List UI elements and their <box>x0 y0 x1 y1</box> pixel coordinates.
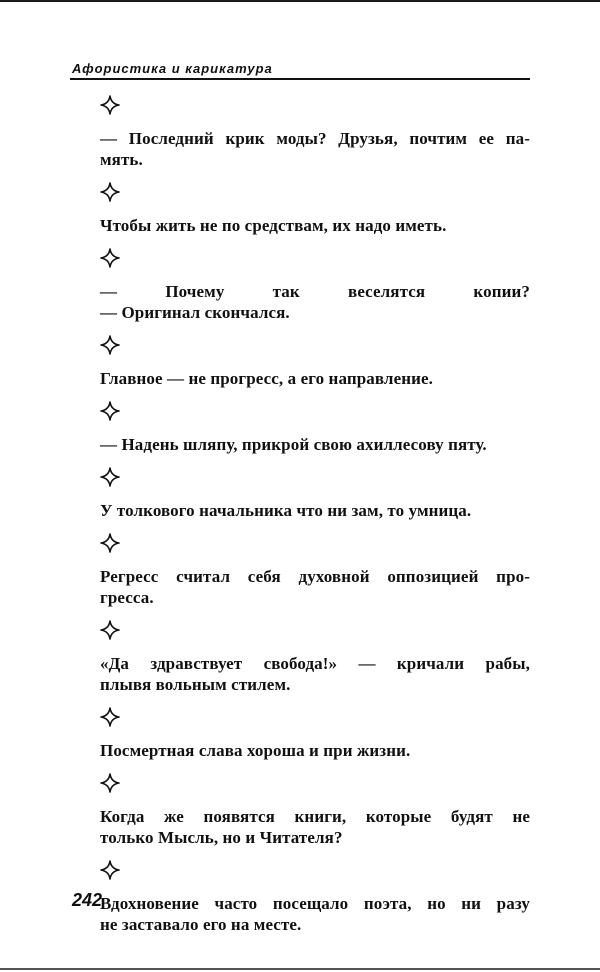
aphorism-text <box>100 128 530 170</box>
aphorism-line: Посмертная слава хороша и при жизни. <box>100 741 411 760</box>
aphorism-entry <box>100 95 530 170</box>
aphorism-line: «Да здравствует свобода!» — кричали рабы, <box>100 654 530 673</box>
aphorism-line: — Последний крик моды? Друзья, почтим ее па- <box>100 129 530 148</box>
aphorism-line: Вдохновение часто посещало поэта, но ни разу <box>100 894 530 913</box>
four-point-star-icon <box>100 707 122 729</box>
aphorism-line: Чтобы жить не по средствам, их надо иметь. <box>100 216 447 235</box>
aphorism-entry <box>100 467 530 521</box>
four-point-star-icon <box>100 533 122 555</box>
four-point-star-icon <box>100 467 122 489</box>
aphorism-line: только Мысль, но и Читателя? <box>100 828 343 847</box>
four-point-star-icon <box>100 335 122 357</box>
aphorism-text <box>100 566 530 608</box>
aphorism-entry <box>100 401 530 455</box>
aphorism-entry <box>100 335 530 389</box>
aphorism-list <box>100 95 530 947</box>
four-point-star-icon <box>100 401 122 423</box>
aphorism-text <box>100 215 530 236</box>
aphorism-text <box>100 281 530 323</box>
aphorism-text <box>100 500 530 521</box>
aphorism-entry <box>100 707 530 761</box>
aphorism-line: плывя вольным стилем. <box>100 675 291 694</box>
running-head-rule <box>70 78 530 80</box>
aphorism-entry <box>100 182 530 236</box>
aphorism-text <box>100 434 530 455</box>
four-point-star-icon <box>100 182 122 204</box>
aphorism-text <box>100 806 530 848</box>
aphorism-line: гресса. <box>100 588 154 607</box>
aphorism-line: Регресс считал себя духовной оппозицией про- <box>100 567 530 586</box>
aphorism-line: У толкового начальника что ни зам, то умница. <box>100 501 472 520</box>
four-point-star-icon <box>100 620 122 642</box>
four-point-star-icon <box>100 248 122 270</box>
aphorism-text <box>100 653 530 695</box>
aphorism-line: мять. <box>100 150 143 169</box>
aphorism-text <box>100 368 530 389</box>
page-top-edge <box>0 0 600 2</box>
four-point-star-icon <box>100 95 122 117</box>
aphorism-line: — Надень шляпу, прикрой свою ахиллесову пяту. <box>100 435 487 454</box>
four-point-star-icon <box>100 860 122 882</box>
aphorism-line: Когда же появятся книги, которые будят не <box>100 807 530 826</box>
four-point-star-icon <box>100 773 122 795</box>
aphorism-entry <box>100 773 530 848</box>
aphorism-line: — Оригинал скончался. <box>100 303 290 322</box>
running-head: Афористика и карикатура <box>72 61 273 76</box>
aphorism-line: Главное — не прогресс, а его направление. <box>100 369 434 388</box>
aphorism-entry <box>100 533 530 608</box>
aphorism-entry <box>100 620 530 695</box>
aphorism-text <box>100 740 530 761</box>
aphorism-line: — Почему так веселятся копии? <box>100 282 530 301</box>
page-number: 242 <box>72 890 103 910</box>
aphorism-entry <box>100 860 530 935</box>
page-bottom-edge <box>0 968 600 970</box>
aphorism-text <box>100 893 530 935</box>
aphorism-entry <box>100 248 530 323</box>
aphorism-line: не заставало его на месте. <box>100 915 302 934</box>
